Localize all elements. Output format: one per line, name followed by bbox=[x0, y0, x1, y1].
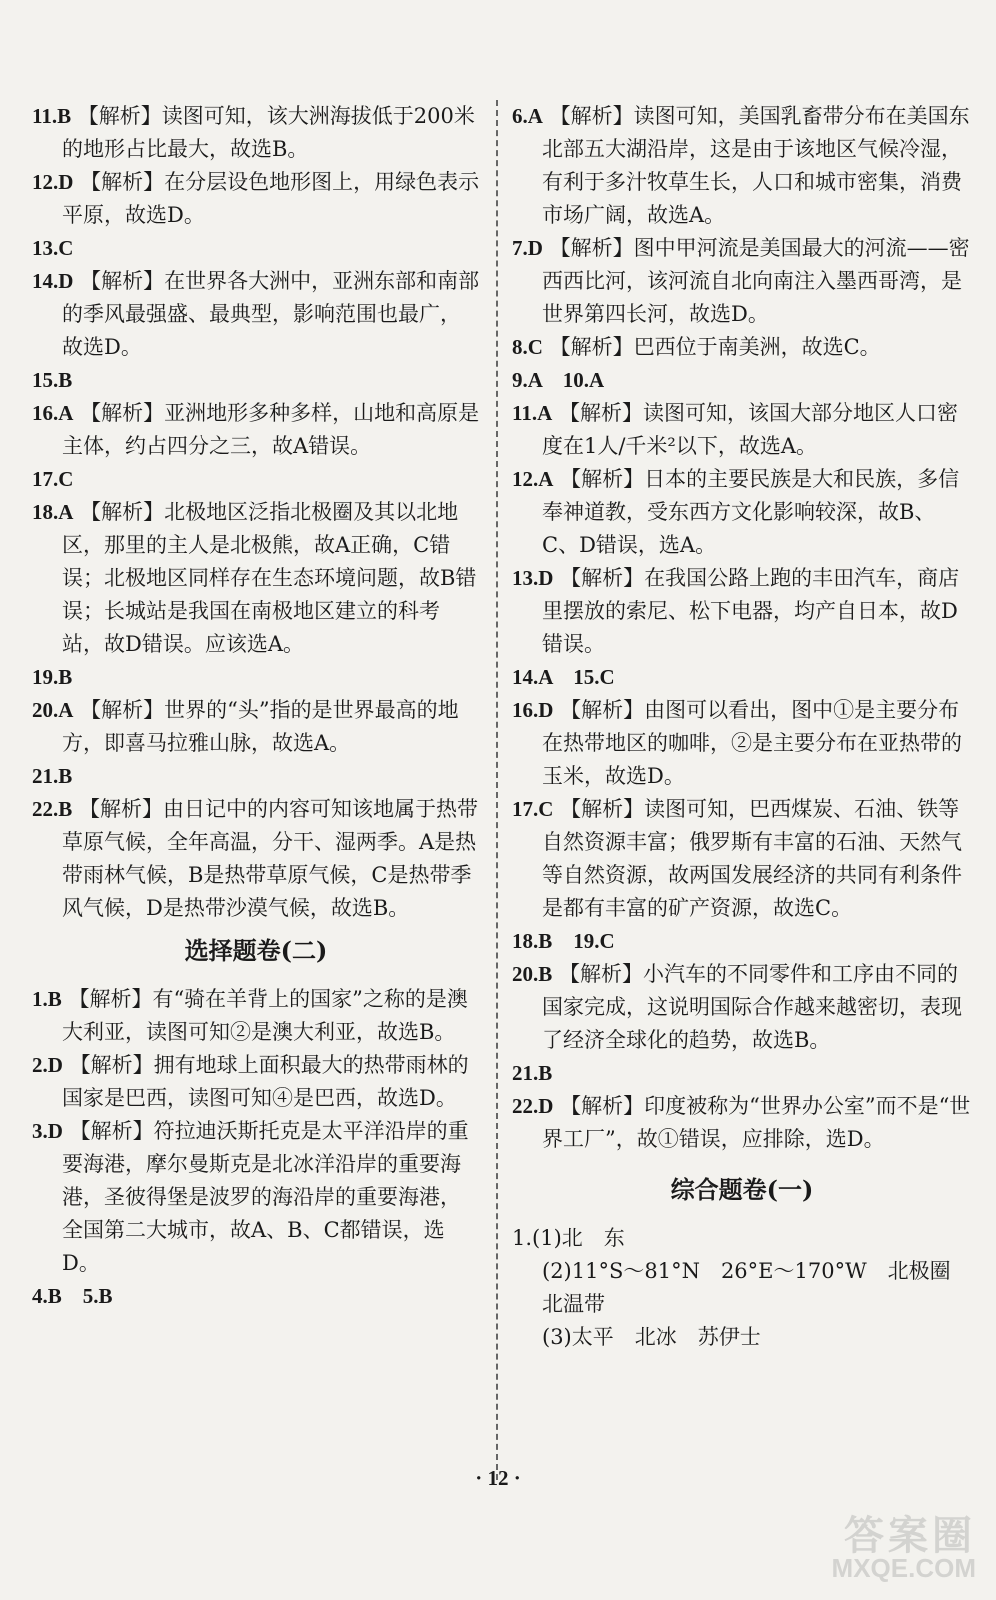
answer-q1-2b: 北温带 bbox=[542, 1292, 605, 1316]
answer-explanation: 【解析】日本的主要民族是大和民族，多信奉神道教，受东西方文化影响较深，故B、C、D错误，选A。 bbox=[542, 467, 960, 557]
answer-number: 12.D bbox=[32, 170, 74, 194]
answer-list-left-2 bbox=[32, 983, 480, 1313]
answer-item bbox=[512, 364, 972, 397]
answer-explanation: 【解析】巴西位于南美洲，故选C。 bbox=[542, 335, 881, 359]
answer-explanation: 【解析】世界的“头”指的是世界最高的地方，即喜马拉雅山脉，故选A。 bbox=[62, 698, 459, 755]
answer-item bbox=[512, 463, 972, 562]
answer-number: 6.A bbox=[512, 104, 543, 128]
answer-explanation: 【解析】北极地区泛指北极圈及其以北地区，那里的主人是北极熊，故A正确，C错误；北极地区同样存在生态环境问题，故B错误；长城站是我国在南极地区建立的科考站，故D错误。应该选A。 bbox=[62, 500, 477, 656]
answer-number: 21.B bbox=[32, 764, 73, 788]
section-title-comprehensive-1: 综合题卷(一) bbox=[670, 1175, 814, 1204]
answer-item bbox=[32, 397, 480, 463]
answer-item bbox=[32, 100, 480, 166]
answer-item bbox=[32, 463, 480, 496]
answer-item bbox=[32, 265, 480, 364]
left-column bbox=[32, 100, 480, 1313]
answer-number: 16.D bbox=[512, 698, 554, 722]
answer-item bbox=[512, 1090, 972, 1156]
answer-number: 19.B bbox=[32, 665, 73, 689]
answer-item bbox=[32, 760, 480, 793]
answer-item bbox=[512, 694, 972, 793]
answer-explanation: 【解析】读图可知，巴西煤炭、石油、铁等自然资源丰富；俄罗斯有丰富的石油、天然气等自然资源，故两国发展经济的共同有利条件是都有丰富的矿产资源，故选C。 bbox=[542, 797, 962, 920]
answer-number: 14.D bbox=[32, 269, 74, 293]
answer-explanation: 【解析】符拉迪沃斯托克是太平洋沿岸的重要海港，摩尔曼斯克是北冰洋沿岸的重要海港，圣彼得堡是波罗的海沿岸的重要海港，全国第二大城市，故A、B、C都错误，选D。 bbox=[62, 1119, 469, 1275]
answer-item bbox=[512, 100, 972, 232]
answer-number: 15.B bbox=[32, 368, 73, 392]
answer-number: 20.B bbox=[512, 962, 553, 986]
answer-q1-1: 1.(1)北 东 bbox=[512, 1226, 625, 1250]
watermark-logo bbox=[786, 1504, 976, 1584]
answer-item bbox=[32, 1280, 480, 1313]
answer-list-right bbox=[512, 100, 972, 1156]
answer-explanation: 【解析】在我国公路上跑的丰田汽车，商店里摆放的索尼、松下电器，均产自日本，故D错误。 bbox=[542, 566, 960, 656]
answer-explanation: 【解析】印度被称为“世界办公室”而不是“世界工厂”，故①错误，应排除，选D。 bbox=[542, 1094, 971, 1151]
answer-q1-3: (3)太平 北冰 苏伊士 bbox=[542, 1325, 761, 1349]
comprehensive-answers bbox=[512, 1222, 972, 1354]
answer-number: 3.D bbox=[32, 1119, 63, 1143]
answer-number: 18.B 19.C bbox=[512, 929, 615, 953]
answer-item bbox=[32, 364, 480, 397]
answer-number: 9.A 10.A bbox=[512, 368, 605, 392]
answer-number: 17.C bbox=[512, 797, 554, 821]
answer-item bbox=[32, 983, 480, 1049]
answer-number: 1.B bbox=[32, 987, 62, 1011]
answer-item bbox=[32, 793, 480, 925]
answer-item bbox=[512, 397, 972, 463]
section-title-choice-2: 选择题卷(二) bbox=[184, 936, 328, 965]
answer-item bbox=[512, 661, 972, 694]
answer-number: 4.B 5.B bbox=[32, 1284, 113, 1308]
answer-explanation: 【解析】读图可知，美国乳畜带分布在美国东北部五大湖沿岸，这是由于该地区气候冷湿，有利于多汁牧草生长，人口和城市密集，消费市场广阔，故选A。 bbox=[542, 104, 970, 227]
answer-item bbox=[512, 562, 972, 661]
answer-list-left bbox=[32, 100, 480, 925]
answer-explanation: 【解析】在分层设色地形图上，用绿色表示平原，故选D。 bbox=[62, 170, 480, 227]
answer-number: 17.C bbox=[32, 467, 74, 491]
answer-number: 8.C bbox=[512, 335, 543, 359]
right-column bbox=[512, 100, 972, 1354]
watermark-text: 答案圈 bbox=[844, 1512, 976, 1559]
answer-explanation: 【解析】有“骑在羊背上的国家”之称的是澳大利亚，读图可知②是澳大利亚，故选B。 bbox=[61, 987, 468, 1044]
watermark-url: MXQE.COM bbox=[831, 1553, 976, 1583]
answer-number: 14.A 15.C bbox=[512, 665, 615, 689]
answer-item bbox=[512, 232, 972, 331]
answer-item bbox=[32, 166, 480, 232]
answer-number: 16.A bbox=[32, 401, 74, 425]
answer-number: 12.A bbox=[512, 467, 554, 491]
answer-explanation: 【解析】图中甲河流是美国最大的河流——密西西比河，该河流自北向南注入墨西哥湾，是世界第四长河，故选D。 bbox=[542, 236, 970, 326]
answer-item bbox=[512, 1057, 972, 1090]
answer-explanation: 【解析】在世界各大洲中，亚洲东部和南部的季风最强盛、最典型，影响范围也最广，故选D。 bbox=[62, 269, 480, 359]
answer-q1-2: (2)11°S～81°N 26°E～170°W 北极圈 bbox=[542, 1259, 951, 1283]
answer-number: 2.D bbox=[32, 1053, 63, 1077]
answer-item bbox=[32, 661, 480, 694]
answer-explanation: 【解析】拥有地球上面积最大的热带雨林的国家是巴西，读图可知④是巴西，故选D。 bbox=[62, 1053, 469, 1110]
answer-explanation: 【解析】由日记中的内容可知该地属于热带草原气候，全年高温，分干、湿两季。A是热带雨林气候，B是热带草原气候，C是热带季风气候，D是热带沙漠气候，故选B。 bbox=[62, 797, 478, 920]
answer-explanation: 【解析】读图可知，该国大部分地区人口密度在1人/千米²以下，故选A。 bbox=[542, 401, 958, 458]
answer-item bbox=[512, 925, 972, 958]
answer-number: 13.C bbox=[32, 236, 74, 260]
answer-number: 22.B bbox=[32, 797, 73, 821]
answer-number: 11.B bbox=[32, 104, 72, 128]
answer-number: 13.D bbox=[512, 566, 554, 590]
answer-item bbox=[512, 958, 972, 1057]
answer-explanation: 【解析】由图可以看出，图中①是主要分布在热带地区的咖啡，②是主要分布在亚热带的玉米，故选D。 bbox=[542, 698, 962, 788]
answer-number: 21.B bbox=[512, 1061, 553, 1085]
column-divider bbox=[496, 100, 498, 1480]
answer-item bbox=[512, 793, 972, 925]
answer-number: 11.A bbox=[512, 401, 553, 425]
answer-item bbox=[32, 232, 480, 265]
answer-item bbox=[32, 496, 480, 661]
page-number: · 12 · bbox=[475, 1466, 521, 1490]
answer-number: 7.D bbox=[512, 236, 543, 260]
answer-item bbox=[512, 331, 972, 364]
answer-item bbox=[32, 1115, 480, 1280]
answer-explanation: 【解析】小汽车的不同零件和工序由不同的国家完成，这说明国际合作越来越密切，表现了经济全球化的趋势，故选B。 bbox=[542, 962, 962, 1052]
answer-number: 20.A bbox=[32, 698, 74, 722]
answer-number: 18.A bbox=[32, 500, 74, 524]
answer-explanation: 【解析】读图可知，该大洲海拔低于200米的地形占比最大，故选B。 bbox=[62, 104, 475, 161]
answer-explanation: 【解析】亚洲地形多种多样，山地和高原是主体，约占四分之三，故A错误。 bbox=[62, 401, 480, 458]
answer-number: 22.D bbox=[512, 1094, 554, 1118]
answer-item bbox=[32, 1049, 480, 1115]
answer-item bbox=[32, 694, 480, 760]
